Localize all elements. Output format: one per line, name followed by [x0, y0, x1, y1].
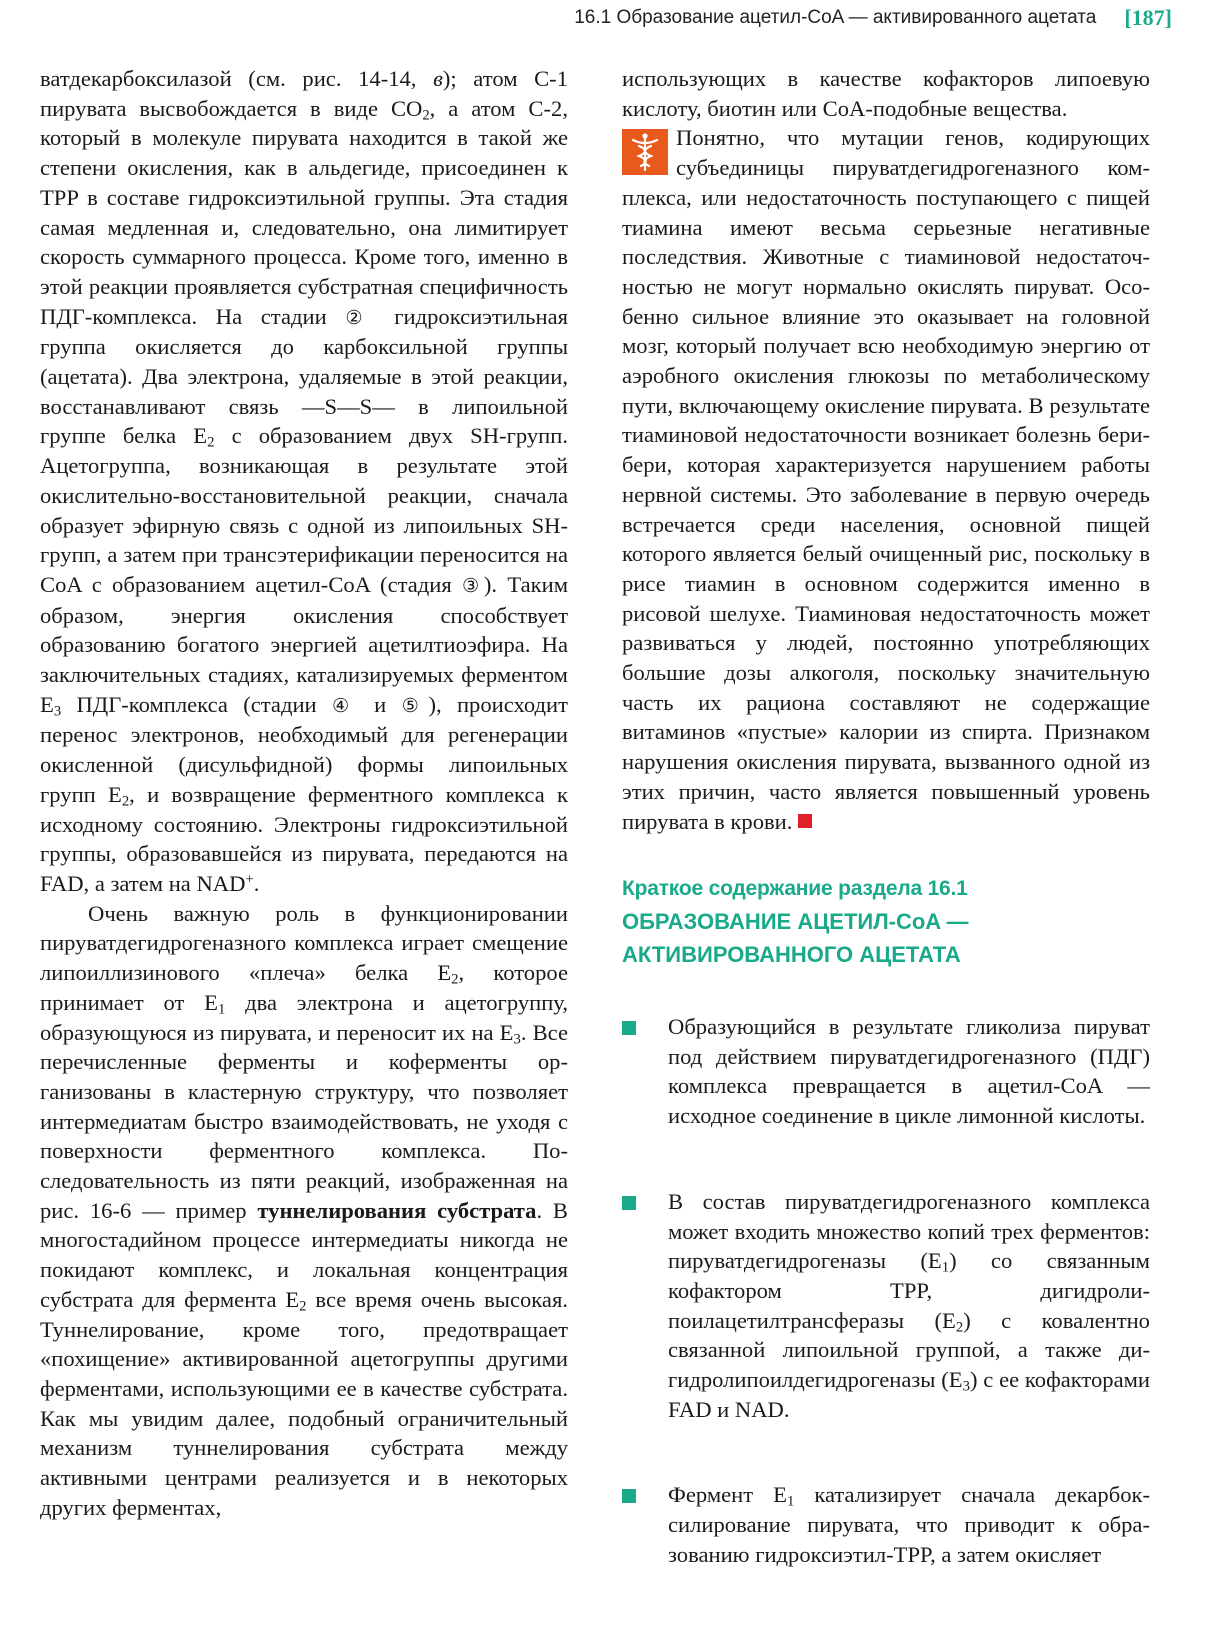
paragraph: использующих в качестве кофакторов липоевую кислоту, биотин или CoA-подобные вещества.: [622, 66, 1150, 121]
bold-term: туннелирования субстрата: [257, 1197, 537, 1223]
left-column: [40, 64, 568, 1522]
bullet-square-icon: [622, 1196, 636, 1210]
bullet-square-icon: [622, 1489, 636, 1503]
list-item: Образующийся в результате гликолиза пируват под действием пируватдегидрогеназного (ПДГ) комплекса превращается в ацетил-CoA — исходное соединение в цикле лимонной кислоты.: [622, 1012, 1150, 1131]
summary-subtitle-line2: АКТИВИРОВАННОГО АЦЕТАТА: [622, 942, 961, 967]
stage-marker: ②: [345, 305, 376, 329]
list-item: Фермент $E_1$ катализирует сначала декарбоксилирование пирувата, что приводит к образованию гидроксиэтил-TPP, а затем окисляет: [622, 1480, 1150, 1569]
summary-subtitle-line1: ОБРАЗОВАНИЕ АЦЕТИЛ-CoA —: [622, 909, 969, 934]
stage-marker: ⑤: [401, 693, 429, 717]
summary-heading: [622, 872, 1162, 971]
caduceus-icon: [622, 129, 668, 175]
bullet-square-icon: [622, 1021, 636, 1035]
end-square-icon: [798, 814, 812, 828]
medical-note: Понятно, что мутации генов, кодирующих субъединицы пируватдегидрогеназного комплекса, или недостаточность поступающего с пищей тиамина имеют весьма серьезные негативные последствия. Животные с тиаминовой недостаточностью не могут нормально окислять пируват. Особенно сильное влияние это оказывает на головной мозг, который получает всю необходимую энергию от аэробного окисления глюкозы по метаболическому пути, включающему окисление пирувата. В результате тиаминовой недостаточности возникает болезнь бери-бери, которая характеризуется нарушением работы нервной системы. Это заболевание в первую очередь встречается среди населения, основной пищей которого является белый очищенный рис, поскольку в рисе тиамин в основном содержится именно в рисовой шелухе. Тиаминовая недостаточность может развиваться у людей, постоянно употребляющих большие дозы алкоголя, поскольку значительную часть их рациона составляют не содержащие витаминов «пустые» калории из спирта. Признаком нарушения окисления пирувата, вызванного одной из этих причин, часто является повышенный уровень пирувата в крови.: [622, 125, 1150, 834]
stage-marker: ③: [462, 573, 484, 597]
paragraph: Очень важную роль в функционировании пируватдегидрогеназного комплекса играет смещение липоиллизинового «плеча» белка $E_2$, которое принимает от $E_1$ два электрона и ацетогруппу, образующуюся из пирувата, и переносит их на $E_3$. Все перечисленные ферменты и коферменты организованы в кластерную структуру, что позволяет интермедиатам быстро взаимодействовать, не уходя с поверхности ферментного комплекса. Последовательность из пяти реакций, изображенная на рис. 16-6 — пример туннелирования субстрата. В многостадийном процессе интермедиаты никогда не покидают комплекс, и локальная концентрация субстрата для фермента $E_2$ все время очень высокая. Туннелирование, кроме того, предотвращает «похищение» активированной ацетогруппы другими ферментами, использующими ее в качестве субстрата. Как мы увидим далее, подобный ограничительный механизм туннелирования субстрата между активными центрами реализуется и в некоторых других ферментах,: [40, 900, 568, 1520]
running-header: [500, 2, 1172, 34]
header-section-title: 16.1 Образование ацетил-CoA — активированного ацетата: [574, 7, 1097, 28]
stage-marker: ④: [331, 693, 359, 717]
summary-list: [622, 1012, 1150, 1626]
page-number: [187]: [1124, 5, 1172, 30]
paragraph: ватдекарбоксилазой (см. рис. 14-14, в); атом C-1 пирувата высвобождается в виде $CO_2$, а атом C-2, который в молекуле пирувата находится в такой же степени окисления, как в альдегиде, присоединен к TPP в составе гидроксиэтильной группы. Эта стадия самая медленная и, следовательно, она лимитирует скорость суммарного процесса. Кроме того, именно в этой реакции проявляется субстратная специфичность ПДГ-комплекса. На стадии ② гидроксиэтильная группа окисляется до карбоксильной группы (ацетата). Два электрона, удаляемые в этой реакции, восстанавливают связь —S—S— в липоильной группе белка $E_2$ с образованием двух SH-групп. Ацетогруппа, возникающая в результате этой окислительно-восстановительной реакции, сначала образует эфирную связь с одной из липоильных SH-групп, а затем при трансэтерификации переносится на CoA с образованием ацетил-CoA (стадия ③). Таким образом, энергия окисления способствует образованию богатого энергией ацетилтиоэфира. На заключительных стадиях, катализируемых ферментом $E_3$ ПДГ-комплекса (стадии ④ и ⑤), происходит перенос электронов, необходимый для регенерации окисленной (дисульфидной) формы липоильных групп $E_2$, и возвращение ферментного комплекса к исходному состоянию. Электроны гидроксиэтильной группы, образовавшейся из пирувата, передаются на FAD, а затем на NAD+.: [40, 66, 569, 896]
summary-title: Краткое содержание раздела 16.1: [622, 877, 968, 900]
list-item: В состав пируватдегидрогеназного комплекса может входить множество копий трех ферментов: пируватдегидрогеназы $(E_1)$ со связанным кофактором TPP, дигидролипоилацетилтрансферазы $(E_2)$ с ковалентно связанной липоильной группой, а также дигидролипоилдегидрогеназы $(E_3)$ с ее кофакторами FAD и NAD.: [622, 1187, 1150, 1425]
right-column: [622, 64, 1150, 836]
